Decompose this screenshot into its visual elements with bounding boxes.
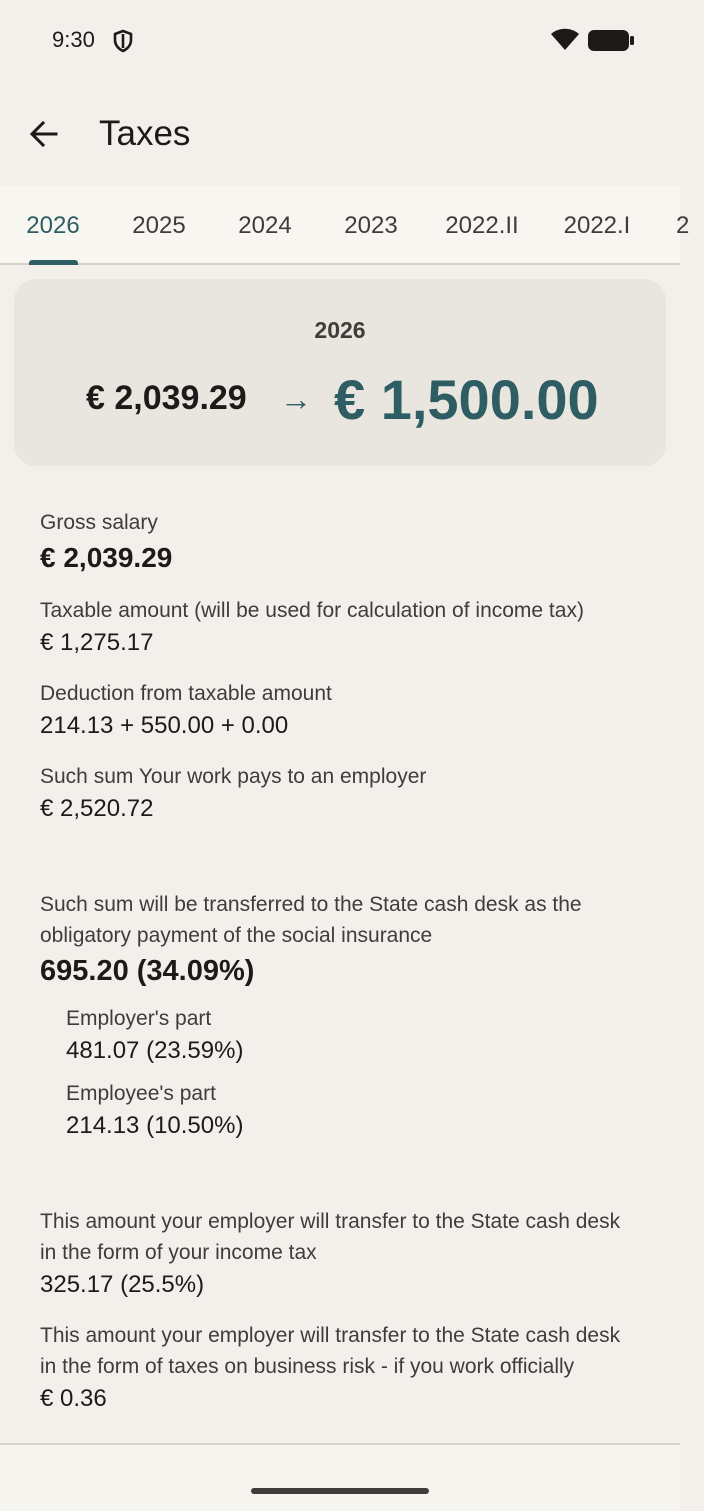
business-risk-label: This amount your employer will transfer to the State cash desk in the form of taxes on business risk - if you work officially	[40, 1324, 621, 1378]
employer-cost-value: € 2,520.72	[40, 795, 154, 822]
tab-2025[interactable]: 2025	[132, 211, 186, 239]
employer-part-value: 481.07 (23.59%)	[66, 1037, 244, 1064]
status-bar	[0, 0, 680, 80]
deduction-field	[40, 678, 640, 743]
active-tab-indicator	[29, 260, 78, 265]
employer-part-field	[66, 1003, 666, 1068]
gross-salary-label: Gross salary	[40, 511, 158, 534]
year-tab-bar	[0, 186, 690, 265]
tab-2026[interactable]: 2026	[26, 211, 80, 239]
back-button[interactable]	[20, 110, 68, 158]
taxable-amount-value: € 1,275.17	[40, 629, 154, 656]
status-time: 9:30	[52, 27, 95, 52]
social-insurance-label: Such sum will be transferred to the State cash desk as the obligatory payment of the social insurance	[40, 893, 582, 947]
employer-cost-label: Such sum Your work pays to an employer	[40, 765, 427, 788]
deduction-label: Deduction from taxable amount	[40, 682, 332, 705]
wifi-icon	[550, 28, 580, 52]
summary-net-amount: € 1,500.00	[334, 368, 599, 431]
tab-2022-i[interactable]: 2022.I	[563, 211, 631, 239]
employer-part-label: Employer's part	[66, 1007, 212, 1030]
summary-gross-amount: € 2,039.29	[86, 379, 247, 417]
employee-part-value: 214.13 (10.50%)	[66, 1112, 244, 1139]
tab-2023[interactable]: 2023	[344, 211, 398, 239]
tab-2024[interactable]: 2024	[238, 211, 292, 239]
battery-icon	[588, 30, 634, 51]
arrow-back-icon	[29, 119, 59, 149]
employee-part-field	[66, 1078, 666, 1143]
business-risk-value: € 0.36	[40, 1385, 107, 1412]
tab-more[interactable]: 2	[676, 211, 690, 239]
bottom-navigation-area	[0, 1443, 680, 1511]
gross-salary-value: € 2,039.29	[40, 542, 173, 573]
deduction-value: 214.13 + 550.00 + 0.00	[40, 712, 289, 739]
taxable-amount-field	[40, 595, 640, 660]
gross-salary-field	[40, 507, 640, 578]
employer-cost-field	[40, 761, 640, 826]
taxable-amount-label: Taxable amount (will be used for calculation of income tax)	[40, 599, 584, 622]
social-insurance-field	[40, 889, 630, 991]
summary-card	[14, 279, 666, 466]
tab-2022-ii[interactable]: 2022.II	[445, 211, 519, 239]
business-risk-field	[40, 1320, 630, 1416]
income-tax-field	[40, 1206, 630, 1302]
home-indicator[interactable]	[251, 1488, 429, 1494]
employee-part-label: Employee's part	[66, 1082, 216, 1105]
page-title: Taxes	[99, 114, 191, 153]
app-bar	[0, 88, 680, 184]
social-insurance-value: 695.20 (34.09%)	[40, 955, 255, 987]
income-tax-label: This amount your employer will transfer to the State cash desk in the form of your income tax	[40, 1210, 621, 1264]
arrow-right-icon: →	[280, 381, 312, 417]
shield-icon	[112, 29, 134, 53]
income-tax-value: 325.17 (25.5%)	[40, 1271, 205, 1298]
summary-year: 2026	[314, 317, 366, 343]
